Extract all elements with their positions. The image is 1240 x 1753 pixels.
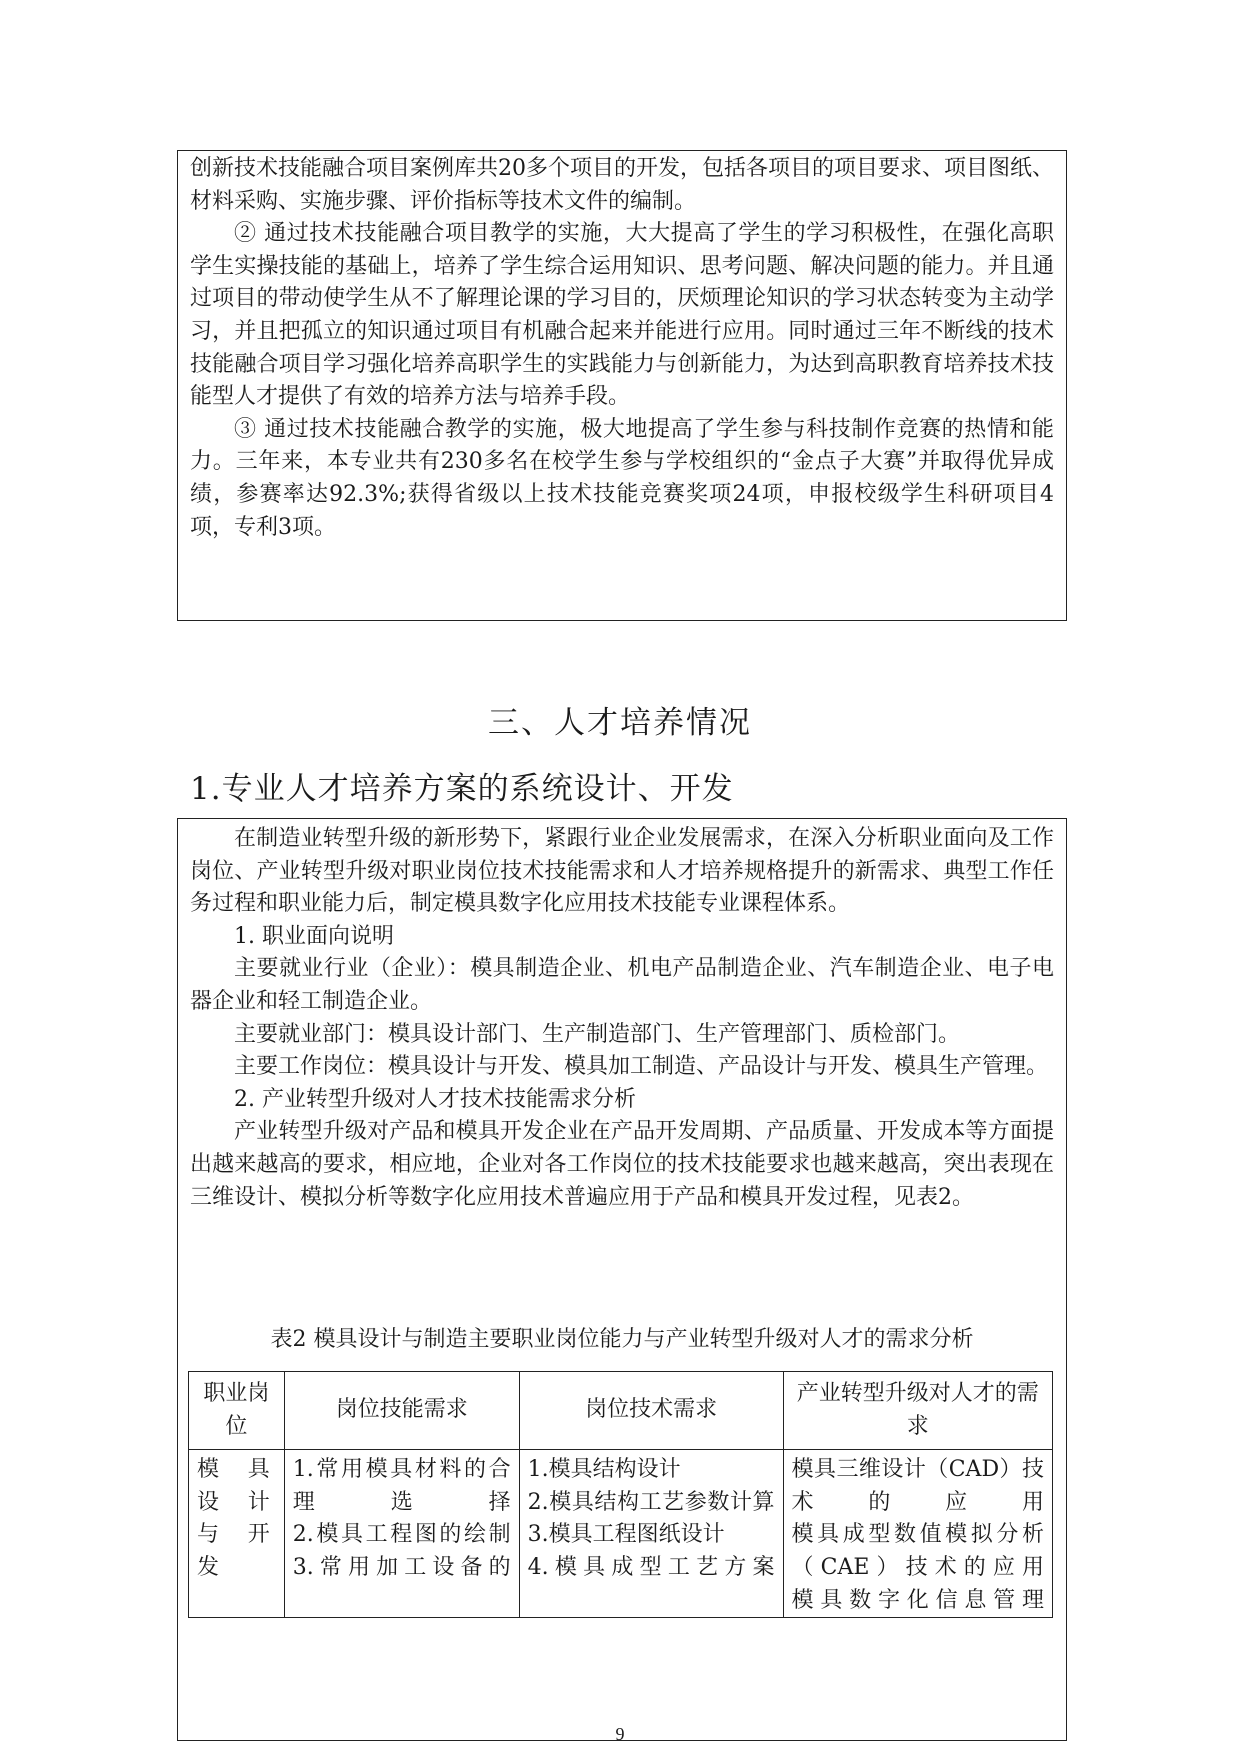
paragraph: 创新技术技能融合项目案例库共20多个项目的开发，包括各项目的项目要求、项目图纸、材料采购、实施步骤、评价指标等技术文件的编制。	[190, 156, 1054, 214]
tech-item: 2.模具结构工艺参数计算	[527, 1489, 775, 1515]
paragraph: 主要工作岗位：模具设计与开发、模具加工制造、产品设计与开发、模具生产管理。	[234, 1054, 1049, 1080]
table-header-row	[189, 1372, 1053, 1450]
list-heading: 1. 职业面向说明	[234, 923, 394, 949]
demand-item: 模具三维设计（CAD）技术的应用	[791, 1457, 1044, 1515]
table-clip	[188, 1371, 1054, 1738]
page-number: 9	[615, 1724, 625, 1744]
tech-item: 3.模具工程图纸设计	[527, 1522, 725, 1548]
cell-post: 模具设计与开发	[189, 1450, 285, 1618]
subsection-title: 1.专业人才培养方案的系统设计、开发	[190, 771, 734, 807]
skill-item: 2.模具工程图的绘制	[292, 1522, 511, 1548]
skill-item: 1.常用模具材料的合理选择	[292, 1457, 511, 1515]
demand-table	[188, 1371, 1053, 1618]
section-title: 三、人才培养情况	[488, 705, 752, 741]
table-caption: 表2 模具设计与制造主要职业岗位能力与产业转型升级对人才的需求分析	[270, 1327, 974, 1352]
header-tech: 岗位技术需求	[519, 1372, 783, 1450]
header-skills: 岗位技能需求	[284, 1372, 519, 1450]
cell-tech	[519, 1450, 783, 1618]
cell-demand	[783, 1450, 1052, 1618]
paragraph: 产业转型升级对产品和模具开发企业在产品开发周期、产品质量、开发成本等方面提出越来越高的要求，相应地，企业对各工作岗位的技术技能要求也越来越高，突出表现在三维设计、模拟分析等数字化应用技术普遍应用于产品和模具开发过程，见表2。	[190, 1119, 1054, 1210]
tech-item: 4.模具成型工艺方案	[527, 1554, 775, 1580]
paragraph: 主要就业部门：模具设计部门、生产制造部门、生产管理部门、质检部门。	[234, 1021, 961, 1047]
text-box-1	[177, 150, 1067, 621]
paragraph: ② 通过技术技能融合项目教学的实施，大大提高了学生的学习积极性，在强化高职学生实操技能的基础上，培养了学生综合运用知识、思考问题、解决问题的能力。并且通过项目的带动使学生从不了解理论课的学习目的，厌烦理论知识的学习状态转变为主动学习，并且把孤立的知识通过项目有机融合起来并能进行应用。同时通过三年不断线的技术技能融合项目学习强化培养高职学生的实践能力与创新能力，为达到高职教育培养技术技能型人才提供了有效的培养方法与培养手段。	[190, 221, 1054, 410]
table-row	[189, 1450, 1053, 1618]
demand-item: 模具数字化信息管理	[791, 1587, 1044, 1613]
header-post: 职业岗位	[189, 1372, 285, 1450]
paragraph: 在制造业转型升级的新形势下，紧跟行业企业发展需求，在深入分析职业面向及工作岗位、产业转型升级对职业岗位技术技能需求和人才培养规格提升的新需求、典型工作任务过程和职业能力后，制定模具数字化应用技术技能专业课程体系。	[190, 826, 1054, 917]
skill-item: 3.常用加工设备的	[292, 1554, 511, 1580]
tech-item: 1.模具结构设计	[527, 1457, 681, 1483]
cell-skills	[284, 1450, 519, 1618]
list-heading: 2. 产业转型升级对人才技术技能需求分析	[234, 1086, 636, 1112]
demand-item: 模具成型数值模拟分析（CAE）技术的应用	[791, 1522, 1044, 1580]
header-demand: 产业转型升级对人才的需求	[783, 1372, 1052, 1450]
paragraph: ③ 通过技术技能融合教学的实施，极大地提高了学生参与科技制作竞赛的热情和能力。三年来，本专业共有230多名在校学生参与学校组织的“金点子大赛”并取得优异成绩，参赛率达92.3%;获得省级以上技术技能竞赛奖项24项，申报校级学生科研项目4项，专利3项。	[190, 416, 1054, 540]
paragraph: 主要就业行业（企业）：模具制造企业、机电产品制造企业、汽车制造企业、电子电器企业和轻工制造企业。	[190, 956, 1054, 1014]
